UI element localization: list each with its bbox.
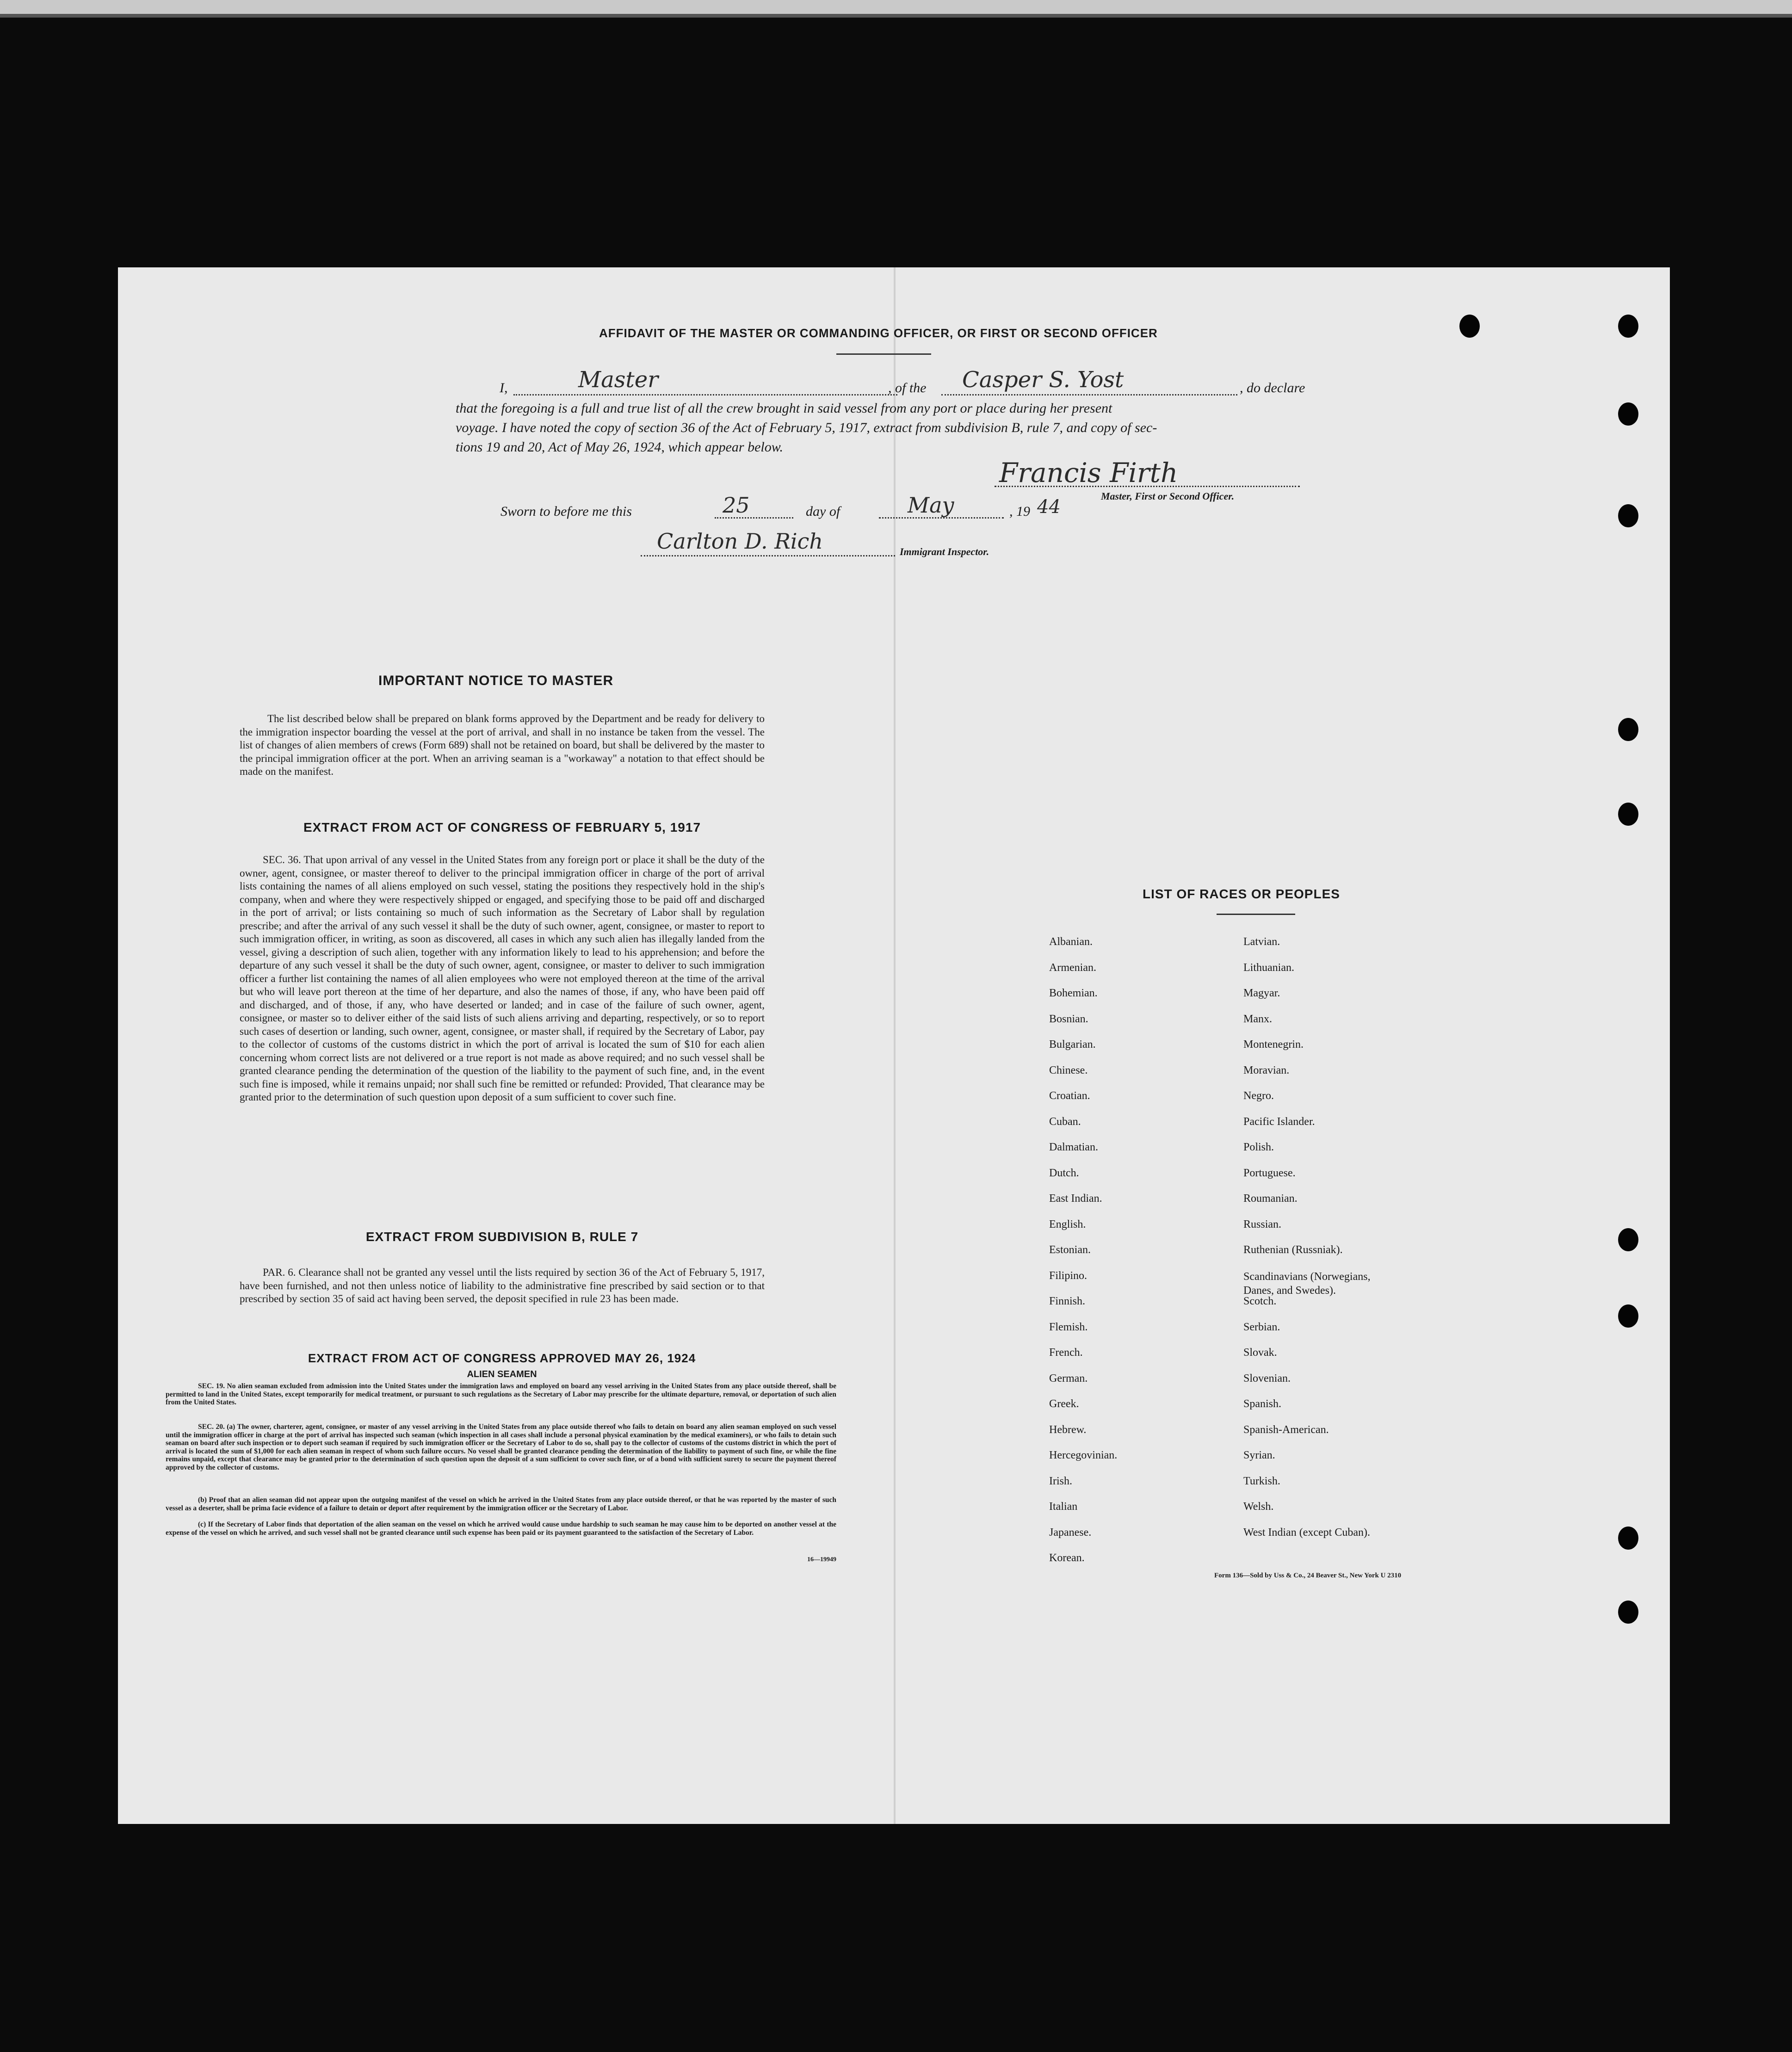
punch-hole	[1618, 1228, 1638, 1251]
film-edge-shadow	[0, 14, 1792, 18]
sec20b-text: (b) Proof that an alien seaman did not appear upon the outgoing manifest of the vessel on which he arrived in the United States from any place outside thereof, or that he was reported by the master of such vessel as a deserter, shall be prima facie evidence of a failure to detain or deport after requirement by the immigration officer or the Secretary of Labor.	[166, 1496, 836, 1512]
race-item: Irish.	[1049, 1475, 1072, 1487]
sworn-line	[501, 493, 1102, 521]
month-fill-line	[879, 517, 1004, 519]
punch-hole	[1618, 315, 1638, 338]
inspector-signature: Carlton D. Rich	[657, 529, 823, 554]
race-item: Spanish.	[1243, 1398, 1282, 1410]
race-item: Serbian.	[1243, 1321, 1280, 1333]
signature-caption: Master, First or Second Officer.	[1101, 490, 1235, 502]
punch-hole	[1618, 1304, 1638, 1328]
race-item: Dutch.	[1049, 1167, 1079, 1179]
day-fill-line	[715, 517, 793, 519]
extract-1924-subtitle: ALIEN SEAMEN	[467, 1369, 537, 1379]
year-suffix: 44	[1037, 496, 1061, 518]
race-item: Welsh.	[1243, 1501, 1274, 1513]
inspector-line	[641, 555, 895, 556]
punch-hole	[1618, 504, 1638, 527]
extract-rule7-title: EXTRACT FROM SUBDIVISION B, RULE 7	[365, 1230, 639, 1244]
race-item: Hebrew.	[1049, 1423, 1087, 1436]
affidavit-line-4: tions 19 and 20, Act of May 26, 1924, which appear below.	[456, 439, 784, 455]
sworn-day: 25	[723, 493, 750, 518]
race-item: Montenegrin.	[1243, 1038, 1304, 1051]
race-item: Albanian.	[1049, 936, 1093, 948]
race-item: Polish.	[1243, 1141, 1274, 1153]
race-item: Portuguese.	[1243, 1167, 1296, 1179]
i-label: I,	[500, 380, 508, 396]
film-edge-top	[0, 0, 1792, 14]
race-item: Finnish.	[1049, 1295, 1086, 1307]
races-form-note: Form 136—Sold by Uss & Co., 24 Beaver St., New York U 2310	[1214, 1572, 1402, 1579]
punch-hole	[1618, 718, 1638, 741]
affidavit-line-3: voyage. I have noted the copy of section 36 of the Act of February 5, 1917, extract from subdivision B, rule 7, and copy of sec-	[456, 420, 1157, 435]
sworn-month: May	[908, 493, 954, 518]
extract-rule7-body: PAR. 6. Clearance shall not be granted any vessel until the lists required by section 36 of the Act of February 5, 1917, have been furnished, and not then unless notice of liability to the administrative fine prescribed by said section or to that prescribed by section 35 of said act having been served, the deposit specified in rule 23 has been made.	[240, 1267, 765, 1304]
race-item: Flemish.	[1049, 1321, 1088, 1333]
notice-body: The list described below shall be prepared on blank forms approved by the Department and be ready for delivery to the immigration inspector boarding the vessel at the port of arrival, and shall in no instance be taken from the vessel. The list of changes of alien members of crews (Form 689) shall not be retained on board, but shall be delivered by the master to the principal immigration officer at the port. When an arriving seaman is a "workaway" a notation to that effect should be made on the manifest.	[240, 713, 765, 777]
race-item: Manx.	[1243, 1013, 1272, 1025]
race-item: Korean.	[1049, 1552, 1085, 1564]
race-item: Bosnian.	[1049, 1013, 1088, 1025]
race-item: Turkish.	[1243, 1475, 1280, 1487]
race-item: Chinese.	[1049, 1064, 1088, 1076]
race-item: Scotch.	[1243, 1295, 1277, 1307]
race-item: Bohemian.	[1049, 987, 1098, 999]
master-fill-line	[513, 394, 897, 396]
vessel-fill-line	[941, 394, 1237, 396]
sec20c-text: (c) If the Secretary of Labor finds that deportation of the alien seaman on the vessel on which he arrived would cause undue hardship to such seaman he may cause him to be deported on another vessel at the expense of the vessel on which he arrived, and such vessel shall not be granted clearance until such expense has been paid or its payment guaranteed to the satisfaction of the Secretary of Labor.	[166, 1520, 836, 1537]
race-item: Scandinavians (Norwegians, Danes, and Swedes).	[1243, 1270, 1371, 1297]
race-item: Latvian.	[1243, 936, 1280, 948]
race-item: Hercegovinian.	[1049, 1449, 1118, 1461]
race-item: Filipino.	[1049, 1269, 1088, 1282]
of-the-label: , of the	[888, 380, 927, 396]
affidavit-title-rule	[836, 353, 931, 355]
extract-1924-title: EXTRACT FROM ACT OF CONGRESS APPROVED MAY 26, 1924	[308, 1351, 696, 1365]
race-item: Dalmatian.	[1049, 1141, 1098, 1153]
race-item: Magyar.	[1243, 987, 1280, 999]
sworn-label: Sworn to before me this	[501, 504, 632, 519]
master-signature: Francis Firth	[999, 457, 1178, 488]
punch-hole	[1618, 1601, 1638, 1624]
affidavit-title: AFFIDAVIT OF THE MASTER OR COMMANDING OFFICER, OR FIRST OR SECOND OFFICER	[599, 326, 1158, 340]
inspector-label: Immigrant Inspector.	[900, 546, 989, 557]
page-fold	[894, 267, 896, 1824]
sec20a-text: SEC. 20. (a) The owner, charterer, agent, consignee, or master of any vessel arriving in the United States from any place outside thereof who fails to detain on board any alien seaman employed on such vessel until the immigration officer in charge at the port of arrival has inspected such seaman (which inspection in all cases shall include a personal physical examination by the medical examiners), or who fails to detain such seaman on board after such inspection or to deport such seaman if required by such immigration officer or the Secretary of Labor to do so, shall pay to the collector of customs of the customs district in which the port of arrival is located the sum of $1,000 for each alien seaman in respect of whom such failure occurs. No vessel shall be granted clearance pending the determination of the liability to payment of such fine, or while the fine remains unpaid, except that clearance may be granted prior to the determination of such question upon the deposit of a sum sufficient to cover such fine, or of a bond with sufficient surety to secure the payment thereof approved by the collector of customs.	[166, 1423, 836, 1471]
race-item: Pacific Islander.	[1243, 1115, 1315, 1128]
race-item: East Indian.	[1049, 1193, 1102, 1205]
race-item: Italian	[1049, 1501, 1078, 1513]
do-declare: , do declare	[1240, 380, 1305, 396]
race-item: Greek.	[1049, 1398, 1079, 1410]
race-item: Bulgarian.	[1049, 1038, 1096, 1051]
master-handwritten: Master	[578, 367, 659, 393]
races-title-rule	[1217, 914, 1295, 915]
year-prefix: , 19	[1009, 504, 1030, 519]
race-item: Slovak.	[1243, 1347, 1277, 1359]
race-item: Russian.	[1243, 1218, 1282, 1230]
race-item: Lithuanian.	[1243, 961, 1294, 974]
punch-hole	[1618, 803, 1638, 826]
race-item: Roumanian.	[1243, 1193, 1298, 1205]
punch-hole	[1459, 315, 1480, 338]
punch-hole	[1618, 402, 1638, 426]
race-item: Armenian.	[1049, 961, 1096, 974]
race-item: Syrian.	[1243, 1449, 1275, 1461]
form-number: 16—19949	[807, 1556, 836, 1563]
sec19-text: SEC. 19. No alien seaman excluded from admission into the United States under the immigration laws and employed on board any vessel arriving in the United States from any place outside thereof, shall be permitted to land in the United States, except temporarily for medical treatment, or pursuant to such regulations as the Secretary of Labor may prescribe for the ultimate departure, removal, or deportation of such alien from the United States.	[166, 1382, 836, 1406]
notice-title: IMPORTANT NOTICE TO MASTER	[378, 673, 614, 688]
signature-line	[995, 486, 1300, 487]
race-item: Moravian.	[1243, 1064, 1290, 1076]
races-title: LIST OF RACES OR PEOPLES	[1143, 887, 1340, 901]
race-item: French.	[1049, 1347, 1083, 1359]
race-item: Ruthenian (Russniak).	[1243, 1244, 1343, 1256]
extract-1917-title: EXTRACT FROM ACT OF CONGRESS OF FEBRUARY 5, 1917	[303, 820, 701, 834]
race-item: Slovenian.	[1243, 1372, 1291, 1384]
vessel-handwritten: Casper S. Yost	[962, 367, 1124, 393]
affidavit-line-2: that the foregoing is a full and true list of all the crew brought in said vessel from any port or place during her present	[456, 401, 1112, 416]
punch-hole	[1618, 1527, 1638, 1550]
extract-1917-body: SEC. 36. That upon arrival of any vessel in the United States from any foreign port or place it shall be the duty of the owner, agent, consignee, or master thereof to deliver to the principal immigration officer in charge of the port of arrival lists containing the names of all aliens employed on such vessel, stating the positions they respectively hold in the ship's company, when and where they were respectively shipped or engaged, and specifying those to be paid off and discharged in the port of arrival; or lists containing so much of such information as the Secretary of Labor shall by regulation prescribe; and after the arrival of any such vessel it shall be the duty of such owner, agent, consignee, or master to report to such immigration officer, in writing, as soon as discovered, all cases in which any such alien has illegally landed from the vessel, giving a description of such alien, together with any information likely to lead to his apprehension; and before the departure of any such vessel it shall be the duty of such owner, agent, consignee, or master to deliver to such immigration officer a further list containing the names of all alien employees who were not employed thereon at the time of the arrival but who will leave port thereon at the time of her departure, and also the names of those, if any, who have been paid off and discharged, and of those, if any, who have deserted or landed; and in case of the failure of such owner, agent, consignee, or master so to deliver either of the said lists of such aliens arriving and departing, respectively, or so to report such cases of desertion or landing, such owner, agent, consignee, or master shall, if required by the Secretary of Labor, pay to the collector of customs of the customs district in which the port of arrival is located the sum of $10 for each alien concerning whom correct lists are not delivered or a true report is not made as above required; and no such vessel shall be granted clearance pending the determination of the question of the liability to the payment of such fine, and, in the event such fine is imposed, while it remains unpaid; nor shall such fine be remitted or refunded: Provided, That clearance may be granted prior to the determination of such question upon deposit of a sum sufficient to cover such fine.	[240, 854, 765, 1103]
race-item: Negro.	[1243, 1090, 1274, 1102]
race-item: West Indian (except Cuban).	[1243, 1526, 1370, 1539]
race-item: Estonian.	[1049, 1244, 1091, 1256]
day-of-label: day of	[806, 504, 840, 519]
race-item: Japanese.	[1049, 1526, 1092, 1539]
race-item: German.	[1049, 1372, 1088, 1384]
race-item: Croatian.	[1049, 1090, 1090, 1102]
race-item: English.	[1049, 1218, 1086, 1230]
race-item: Spanish-American.	[1243, 1423, 1329, 1436]
race-item: Cuban.	[1049, 1115, 1081, 1128]
